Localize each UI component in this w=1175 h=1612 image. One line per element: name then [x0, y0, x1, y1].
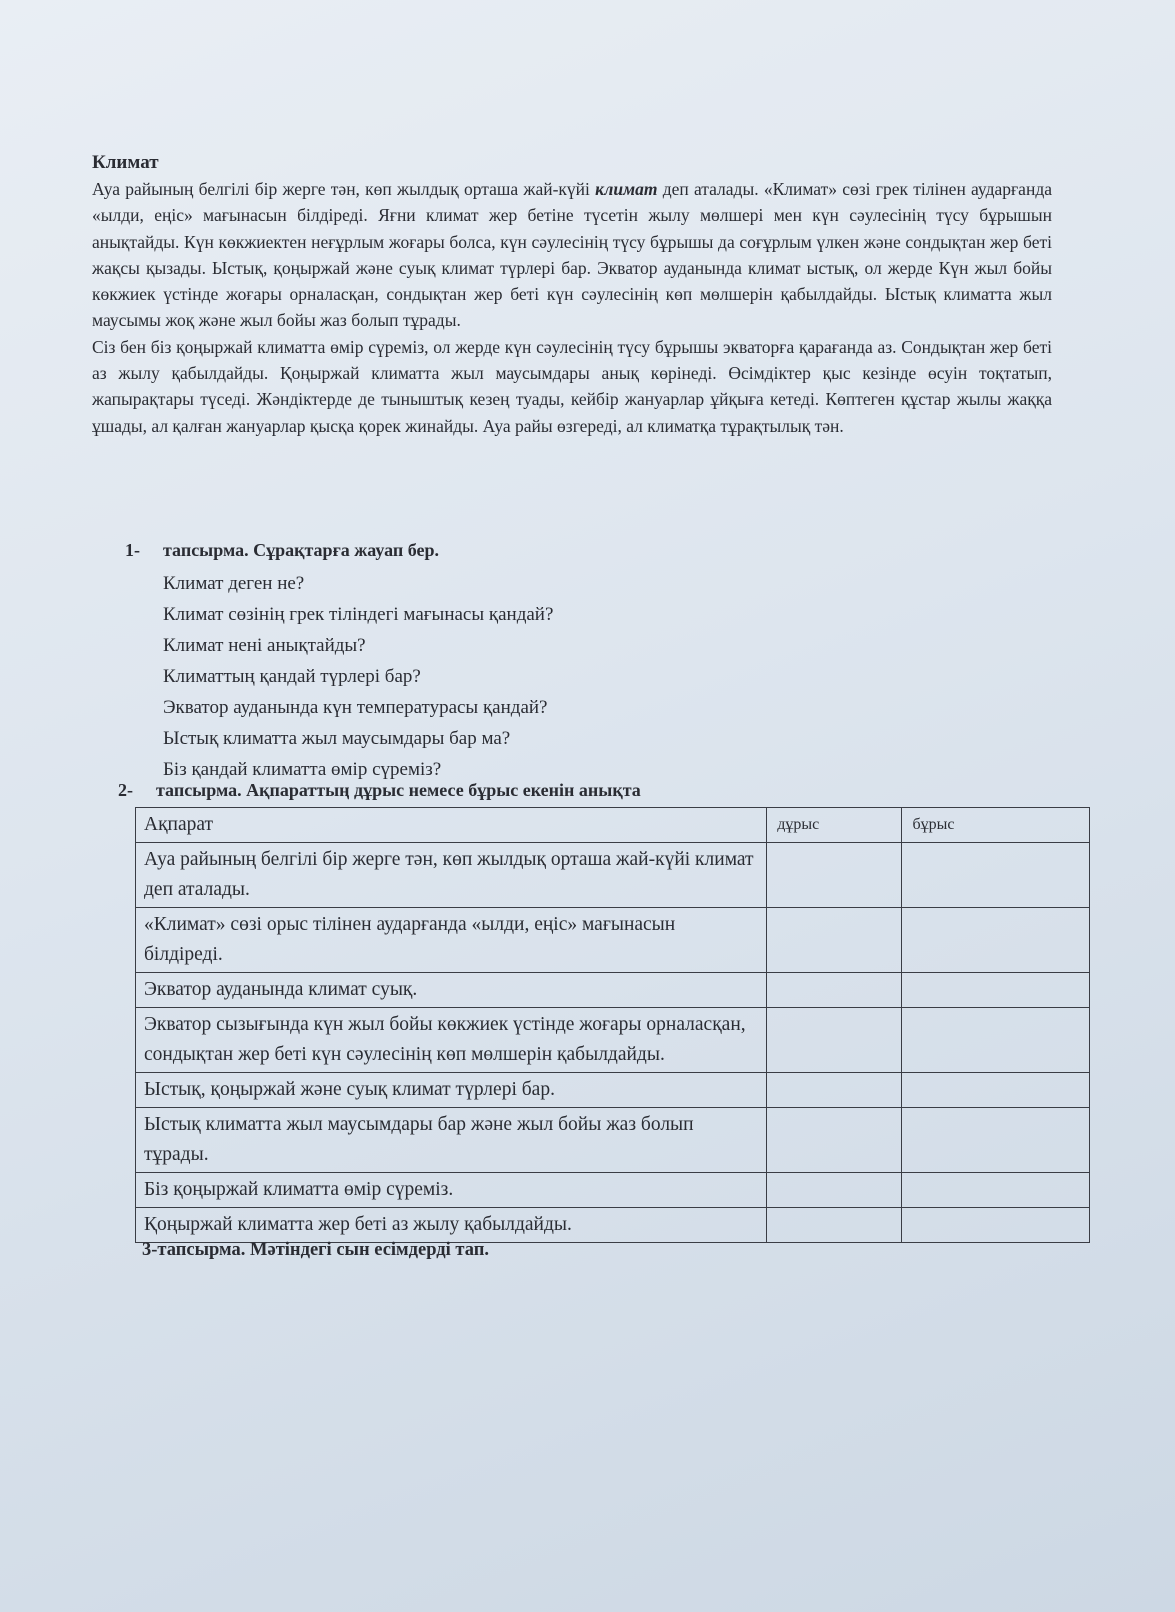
table-row	[136, 973, 1090, 1008]
statement-cell: Ыстық климатта жыл маусымдары бар және жыл бойы жаз болып тұрады.	[136, 1108, 767, 1173]
task-2-title: тапсырма. Ақпараттың дұрыс немесе бұрыс екенін анықта	[156, 780, 641, 800]
true-answer-cell[interactable]	[767, 1208, 902, 1243]
statement-cell: «Климат» сөзі орыс тілінен аударғанда «ылди, еңіс» мағынасын білдіреді.	[136, 908, 767, 973]
table-row	[136, 1173, 1090, 1208]
passage-paragraph-2: Сіз бен біз қоңыржай климатта өмір сүреміз, ол жерде күн сәулесінің түсу бұрышы экваторға қарағанда аз. Сондықтан жер беті аз жылу қабылдайды. Қоңыржай климатта жыл маусымдары анық көрінеді. Өсімдіктер қыс кезінде өсуін тоқтатып, жапырақтары түседі. Жәндіктерде де тыныштық кезең туады, кейбір жануарлар ұйқыға кетеді. Көптеген құстар жылы жаққа ұшады, ал қалған жануарлар қысқа қорек жинайды. Ауа райы өзгереді, ал климатқа тұрақтылық тән.	[92, 336, 1052, 436]
question-item: Климаттың қандай түрлері бар?	[163, 666, 421, 687]
statement-cell: Экватор сызығында күн жыл бойы көкжиек үстінде жоғары орналасқан, сондықтан жер беті күн сәулесінің көп мөлшерін қабылдайды.	[136, 1008, 767, 1073]
statement-cell: Ыстық, қоңыржай және суық климат түрлері бар.	[136, 1073, 767, 1108]
table-row	[136, 1208, 1090, 1243]
passage-p1-start: Ауа райының белгілі бір жерге тән, көп жылдық орташа жай-күйі	[92, 179, 596, 199]
table-row	[136, 1108, 1090, 1173]
true-answer-cell[interactable]	[767, 908, 902, 973]
header-false: бұрыс	[902, 808, 1090, 843]
false-answer-cell[interactable]	[902, 843, 1090, 908]
true-answer-cell[interactable]	[767, 1108, 902, 1173]
true-answer-cell[interactable]	[767, 843, 902, 908]
header-true: дұрыс	[767, 808, 902, 843]
reading-passage	[92, 176, 1052, 439]
statement-cell: Біз қоңыржай климатта өмір сүреміз.	[136, 1173, 767, 1208]
header-statement: Ақпарат	[136, 808, 767, 843]
true-answer-cell[interactable]	[767, 1173, 902, 1208]
true-false-table	[135, 807, 1090, 1243]
table-row	[136, 1073, 1090, 1108]
false-answer-cell[interactable]	[902, 908, 1090, 973]
table-row	[136, 908, 1090, 973]
passage-paragraph-1	[92, 176, 1052, 334]
true-answer-cell[interactable]	[767, 973, 902, 1008]
passage-key-term: климат	[595, 179, 658, 199]
false-answer-cell[interactable]	[902, 1108, 1090, 1173]
passage-p1-end: деп аталады. «Климат» сөзі грек тілінен аударғанда «ылди, еңіс» мағынасын білдіреді. Яғни климат жер бетіне түсетін жылу мөлшері мен күн сәулесінің түсу бұрышын анықтайды. Күн көкжиектен неғұрлым жоғары болса, күн сәулесінің түсу бұрышы да соғұрлым үлкен және сондықтан жер беті жақсы қызады. Ыстық, қоңыржай және суық климат түрлері бар. Экватор ауданында климат ыстық, ол жерде Күн жыл бойы көкжиек үстінде жоғары орналасқан, сондықтан жер беті күн сәулесінің көп мөлшерін қабылдайды. Ыстық климатта жыл маусымы жоқ және жыл бойы жаз болып тұрады.	[92, 179, 1052, 331]
question-item: Климат сөзінің грек тіліндегі мағынасы қандай?	[163, 604, 554, 625]
task-2-heading	[118, 776, 1078, 804]
question-item: Ыстық климатта жыл маусымдары бар ма?	[163, 728, 511, 749]
question-item: Біз қандай климатта өмір сүреміз?	[163, 759, 442, 780]
false-answer-cell[interactable]	[902, 973, 1090, 1008]
question-list	[163, 568, 825, 785]
statement-cell: Экватор ауданында климат суық.	[136, 973, 767, 1008]
table-row	[136, 843, 1090, 908]
question-item: Климат нені анықтайды?	[163, 635, 366, 656]
table-row	[136, 1008, 1090, 1073]
false-answer-cell[interactable]	[902, 1173, 1090, 1208]
task-1-title: тапсырма. Сұрақтарға жауап бер.	[163, 540, 440, 560]
question-item: Климат деген не?	[163, 573, 305, 594]
false-answer-cell[interactable]	[902, 1208, 1090, 1243]
table-header-row	[136, 808, 1090, 843]
statement-cell: Қоңыржай климатта жер беті аз жылу қабылдайды.	[136, 1208, 767, 1243]
statement-cell: Ауа райының белгілі бір жерге тән, көп жылдық орташа жай-күйі климат деп аталады.	[136, 843, 767, 908]
task-2	[118, 776, 1078, 804]
false-answer-cell[interactable]	[902, 1008, 1090, 1073]
task-3-heading: 3-тапсырма. Мәтіндегі сын есімдерді тап.	[142, 1240, 489, 1260]
task-1-heading	[125, 536, 825, 564]
true-answer-cell[interactable]	[767, 1008, 902, 1073]
false-answer-cell[interactable]	[902, 1073, 1090, 1108]
reading-passage-block	[92, 150, 1052, 439]
document-title: Климат	[92, 152, 159, 173]
task-1	[125, 536, 825, 785]
true-answer-cell[interactable]	[767, 1073, 902, 1108]
task-1-number: 1-	[125, 540, 140, 560]
question-item: Экватор ауданында күн температурасы қандай?	[163, 697, 548, 718]
task-2-number: 2-	[118, 780, 133, 800]
